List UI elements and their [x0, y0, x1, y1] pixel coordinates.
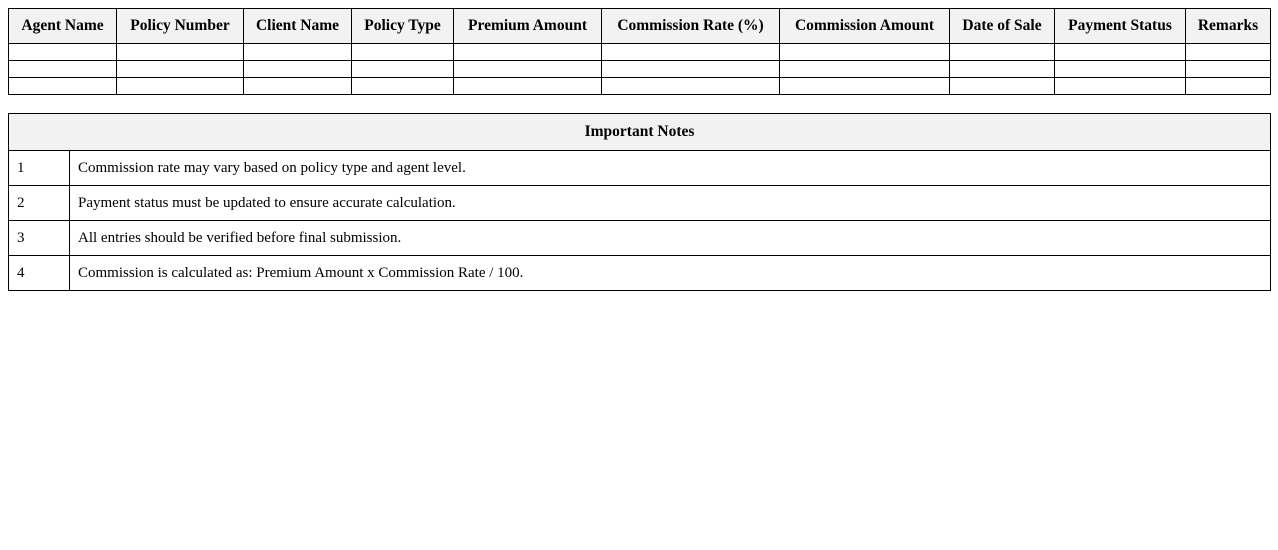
table-cell[interactable] [352, 61, 454, 78]
table-cell[interactable] [780, 78, 950, 95]
table-cell[interactable] [117, 44, 244, 61]
table-cell[interactable] [454, 44, 602, 61]
table-cell[interactable] [352, 44, 454, 61]
note-text: All entries should be verified before final submission. [70, 221, 1271, 256]
column-header-date-of-sale: Date of Sale [950, 9, 1055, 44]
column-header-payment-status: Payment Status [1055, 9, 1186, 44]
table-cell[interactable] [1055, 61, 1186, 78]
table-cell[interactable] [244, 61, 352, 78]
table-cell[interactable] [780, 61, 950, 78]
table-row [9, 44, 1271, 61]
commission-header-row [9, 9, 1271, 44]
note-number: 1 [9, 151, 70, 186]
table-cell[interactable] [244, 44, 352, 61]
note-number: 4 [9, 256, 70, 291]
column-header-commission-amount: Commission Amount [780, 9, 950, 44]
document-body [8, 8, 1270, 291]
table-cell[interactable] [602, 61, 780, 78]
table-row [9, 78, 1271, 95]
table-cell[interactable] [602, 78, 780, 95]
table-cell[interactable] [352, 78, 454, 95]
table-cell[interactable] [1055, 44, 1186, 61]
table-cell[interactable] [1055, 78, 1186, 95]
table-cell[interactable] [9, 61, 117, 78]
table-cell[interactable] [454, 61, 602, 78]
table-cell[interactable] [117, 61, 244, 78]
table-cell[interactable] [1186, 44, 1271, 61]
table-cell[interactable] [9, 44, 117, 61]
table-cell[interactable] [454, 78, 602, 95]
note-row [9, 186, 1271, 221]
column-header-commission-rate: Commission Rate (%) [602, 9, 780, 44]
table-cell[interactable] [950, 61, 1055, 78]
table-row [9, 61, 1271, 78]
column-header-remarks: Remarks [1186, 9, 1271, 44]
table-cell[interactable] [602, 44, 780, 61]
note-row [9, 221, 1271, 256]
note-text: Payment status must be updated to ensure accurate calculation. [70, 186, 1271, 221]
column-header-policy-type: Policy Type [352, 9, 454, 44]
table-cell[interactable] [244, 78, 352, 95]
note-row [9, 256, 1271, 291]
note-number: 3 [9, 221, 70, 256]
column-header-premium-amount: Premium Amount [454, 9, 602, 44]
table-cell[interactable] [950, 44, 1055, 61]
column-header-policy-number: Policy Number [117, 9, 244, 44]
table-cell[interactable] [117, 78, 244, 95]
note-row [9, 151, 1271, 186]
table-cell[interactable] [950, 78, 1055, 95]
note-text: Commission is calculated as: Premium Amount x Commission Rate / 100. [70, 256, 1271, 291]
commission-table [8, 8, 1271, 95]
table-cell[interactable] [1186, 61, 1271, 78]
note-number: 2 [9, 186, 70, 221]
table-cell[interactable] [1186, 78, 1271, 95]
column-header-client-name: Client Name [244, 9, 352, 44]
notes-header-row [9, 114, 1271, 151]
table-cell[interactable] [9, 78, 117, 95]
notes-title: Important Notes [9, 114, 1271, 151]
note-text: Commission rate may vary based on policy type and agent level. [70, 151, 1271, 186]
column-header-agent-name: Agent Name [9, 9, 117, 44]
table-cell[interactable] [780, 44, 950, 61]
notes-table [8, 113, 1271, 291]
